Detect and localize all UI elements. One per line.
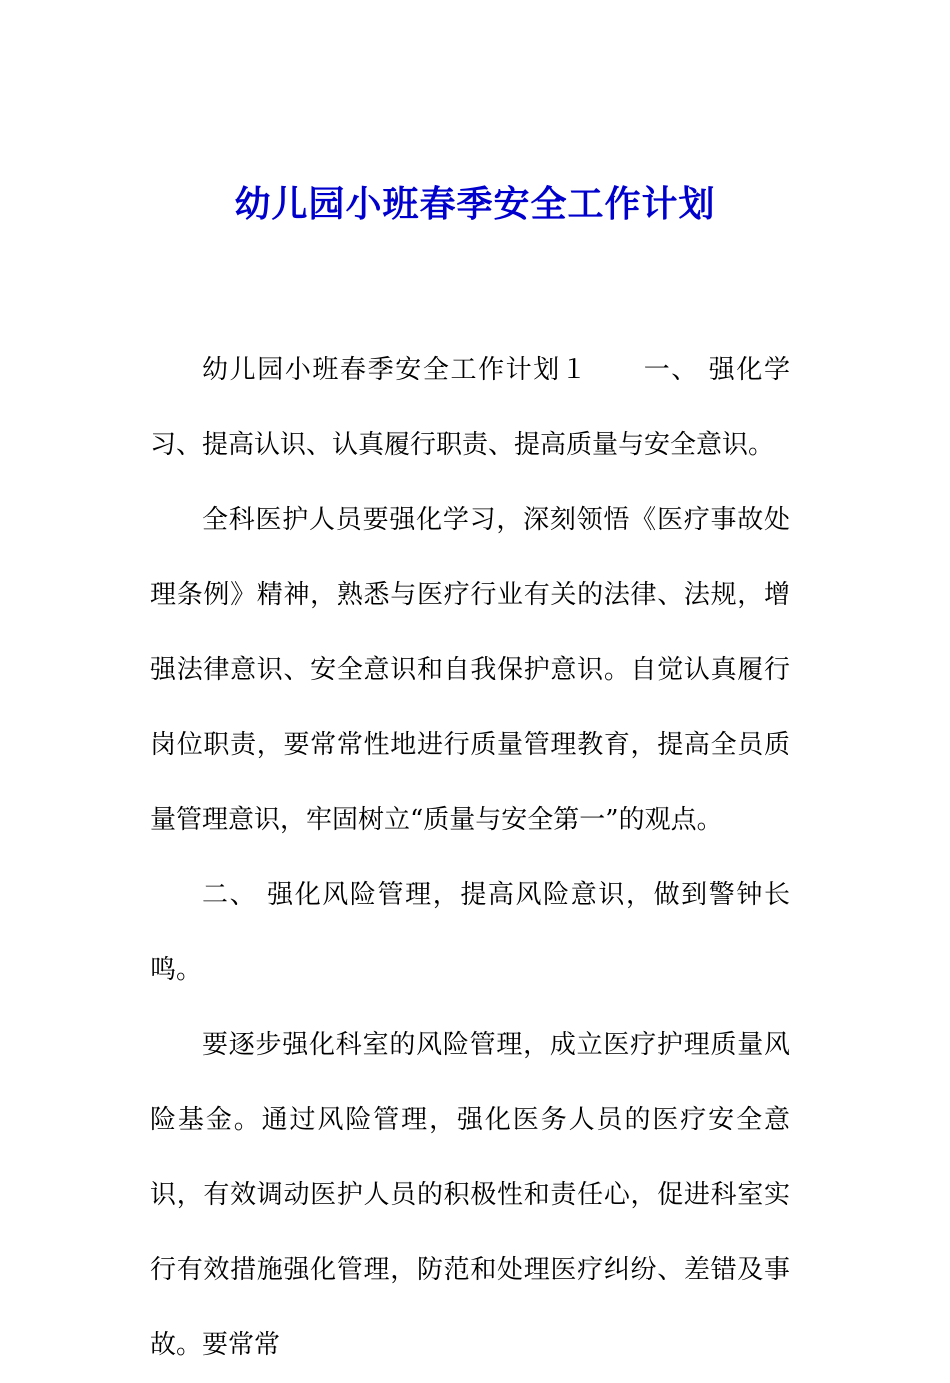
paragraph-3: 二、 强化风险管理，提高风险意识，做到警钟长鸣。: [150, 880, 790, 985]
document-title: 幼儿园小班春季安全工作计划: [234, 184, 716, 225]
document-body: [150, 333, 790, 1383]
paragraph-1: 幼儿园小班春季安全工作计划１ 一、 强化学习、提高认识、认真履行职责、提高质量与安全意识。: [150, 355, 790, 460]
paragraph-4: 要逐步强化科室的风险管理，成立医疗护理质量风险基金。通过风险管理，强化医务人员的医疗安全意识，有效调动医护人员的积极性和责任心，促进科室实行有效措施强化管理，防范和处理医疗纠纷、差错及事故。要常常: [150, 1030, 790, 1360]
paragraph-2: 全科医护人员要强化学习，深刻领悟《医疗事故处理条例》精神，熟悉与医疗行业有关的法律、法规，增强法律意识、安全意识和自我保护意识。自觉认真履行岗位职责，要常常性地进行质量管理教育，提高全员质量管理意识，牢固树立“质量与安全第一”的观点。: [150, 505, 790, 835]
